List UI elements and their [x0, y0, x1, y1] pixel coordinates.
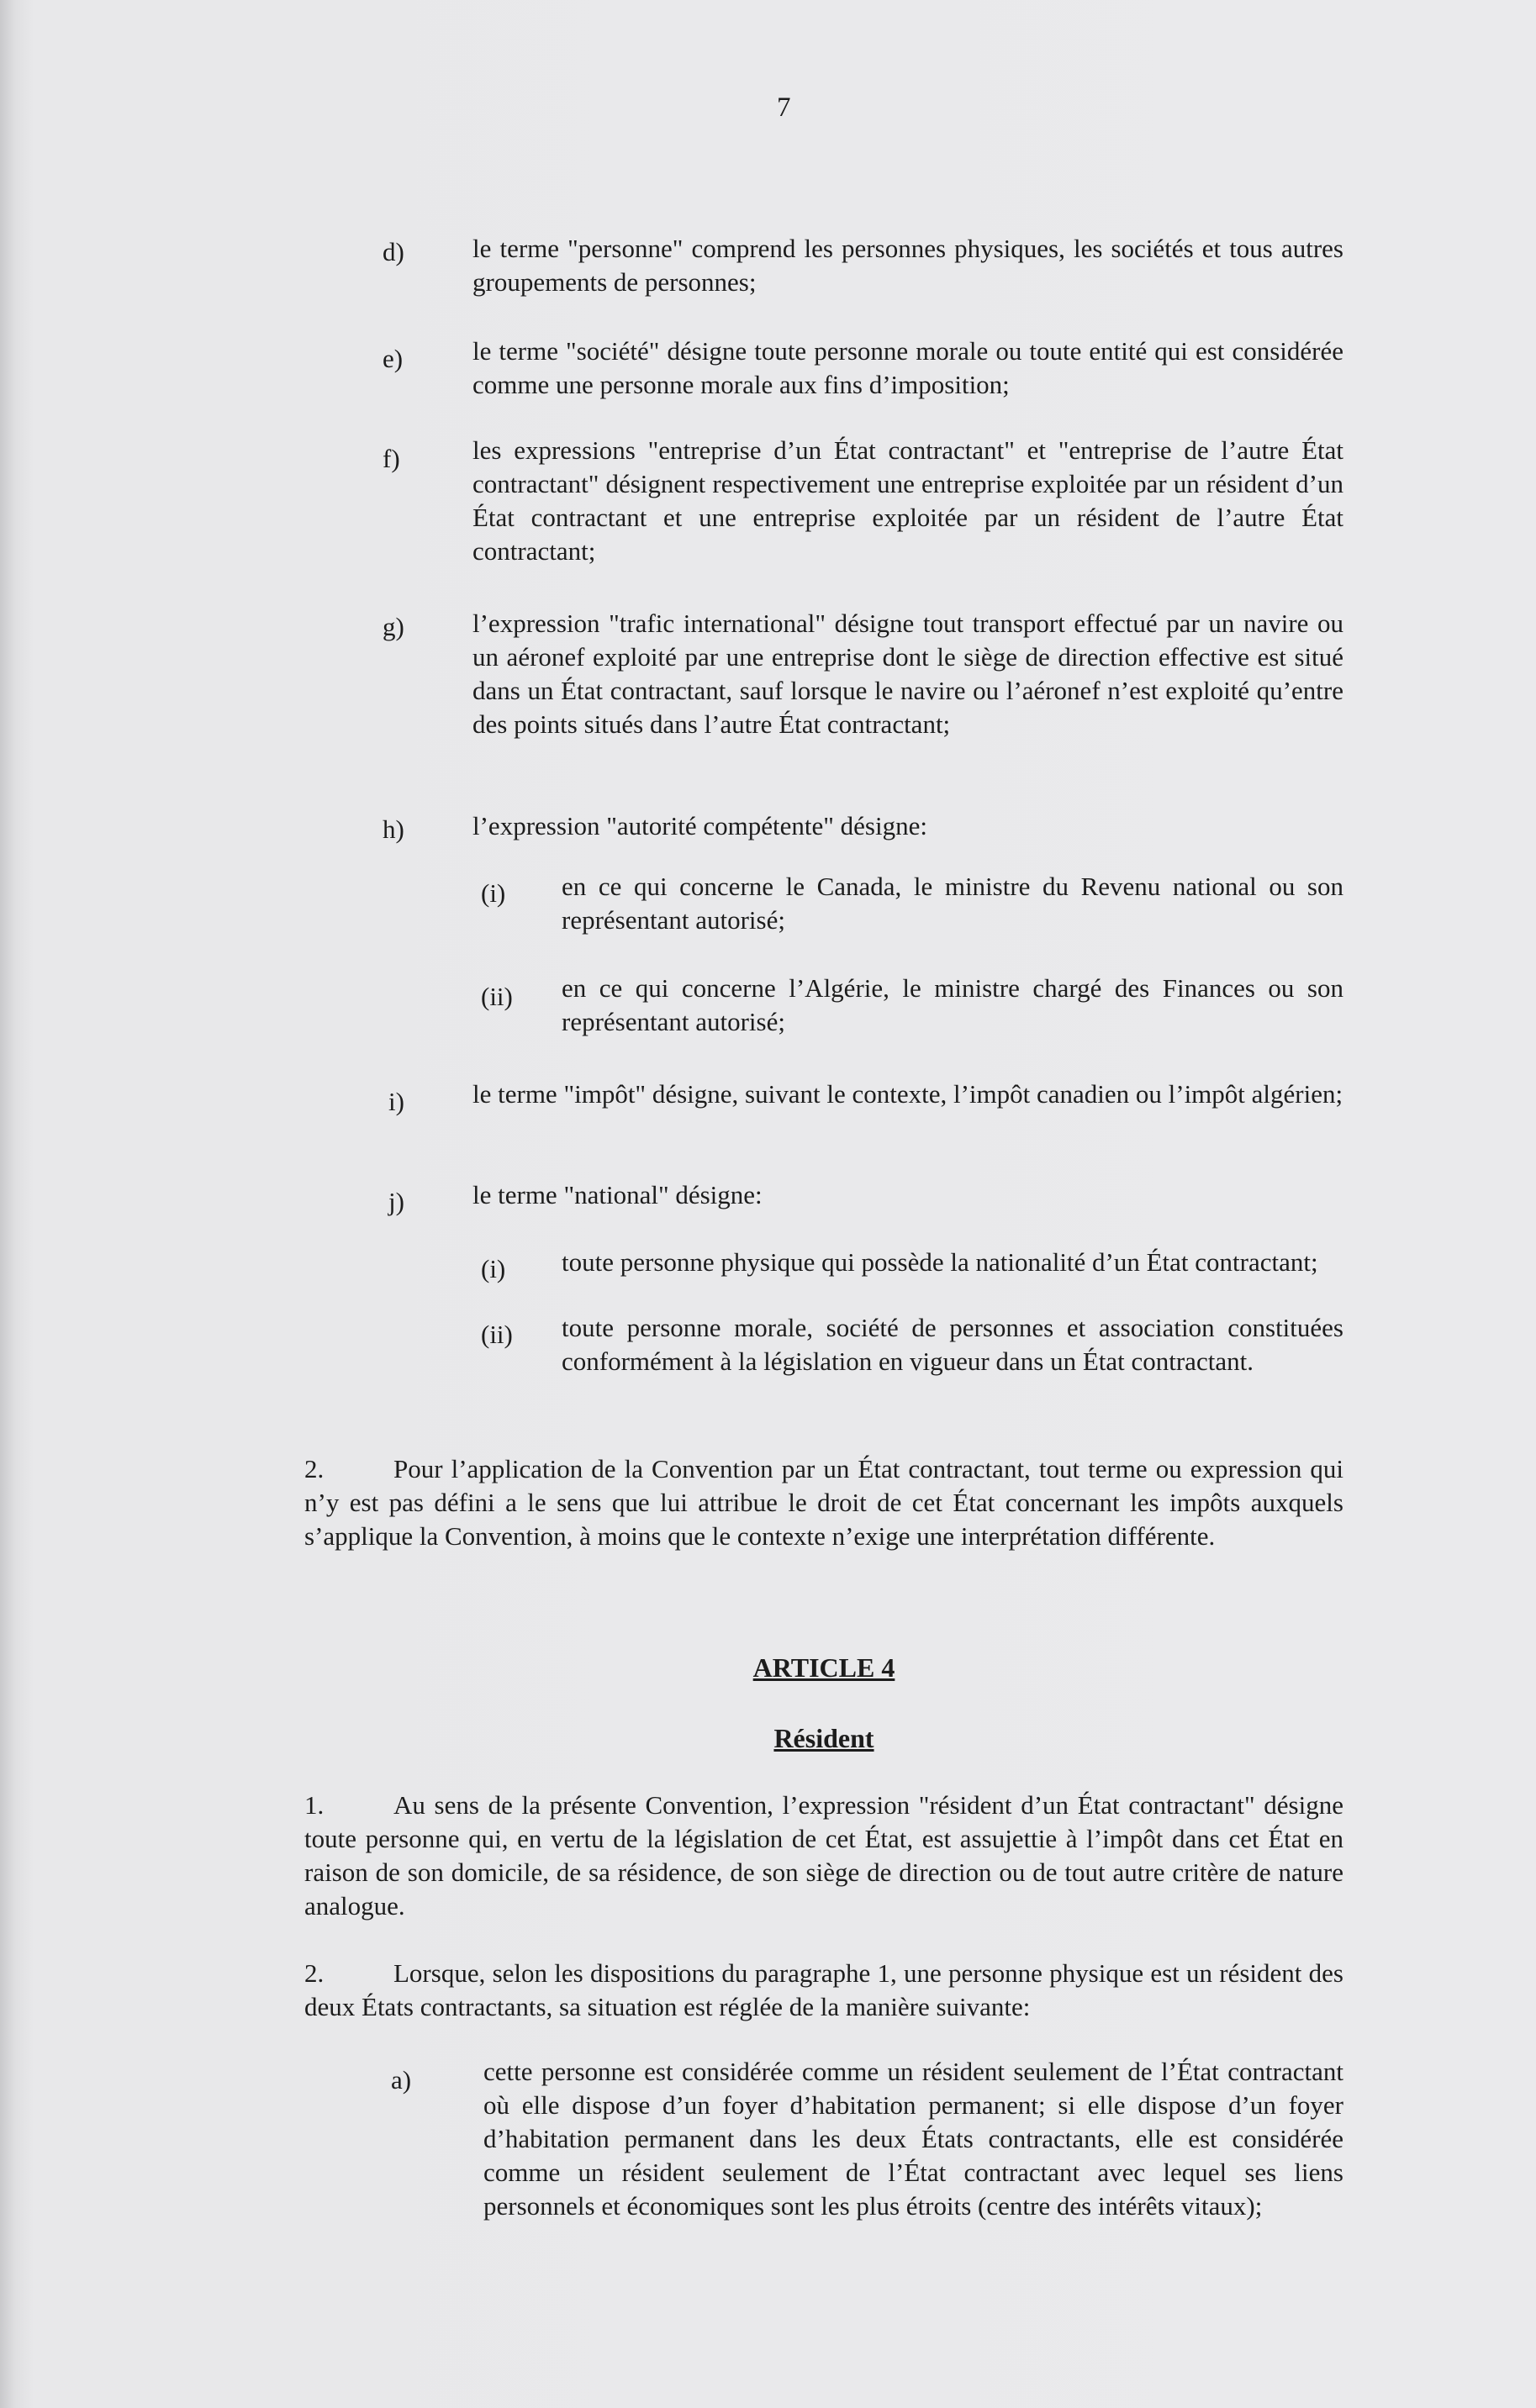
- item-label-e: e): [383, 344, 404, 373]
- item-text-e: le terme "société" désigne toute personne morale ou toute entité qui est considérée comme une personne morale aux fins d’imposition;: [472, 336, 1343, 399]
- paragraph-2-number: 2.: [304, 1454, 325, 1483]
- sub-item-label-j-ii: (ii): [481, 1320, 513, 1349]
- item-label-d: d): [383, 237, 404, 266]
- article4-item-text-a: cette personne est considérée comme un résident seulement de l’État contractant où elle dispose d’un foyer d’habitation permanent; si elle dispose d’un foyer d’habitation permanent dans les deux États contractants, elle est considérée comme un résident seulement de l’État contractant avec lequel ses liens personnels et économiques sont les plus étroits (centre des intérêts vitaux);: [483, 2057, 1343, 2221]
- sub-item-label-h-ii: (ii): [481, 982, 513, 1011]
- page-number: 7: [777, 92, 791, 123]
- sub-item-text-j-ii: toute personne morale, société de personnes et association constituées conformément à la législation en vigueur dans un État contractant.: [562, 1313, 1343, 1376]
- item-text-h: l’expression "autorité compétente" désigne:: [472, 811, 927, 840]
- article4-paragraph-2: [304, 1957, 1343, 2024]
- sub-item-text-j-i: toute personne physique qui possède la nationalité d’un État contractant;: [562, 1247, 1318, 1277]
- item-label-j: j): [388, 1187, 404, 1216]
- article-subtitle: Résident: [773, 1723, 874, 1753]
- item-label-i: i): [388, 1087, 404, 1116]
- article-title: ARTICLE 4: [752, 1652, 895, 1683]
- paragraph-2: [304, 1452, 1343, 1553]
- item-label-h: h): [383, 814, 404, 844]
- item-label-f: f): [383, 444, 400, 473]
- article4-paragraph-1: [304, 1789, 1343, 1923]
- item-text-j: le terme "national" désigne:: [472, 1180, 763, 1209]
- article4-paragraph-1-number: 1.: [304, 1790, 325, 1820]
- paragraph-2-text: Pour l’application de la Convention par un État contractant, tout terme ou expression qui n’y est pas défini a le sens que lui attribue le droit de cet État concernant les impôts auxquels s’applique la Convention, à moins que le contexte n’exige une interprétation différente.: [304, 1454, 1343, 1551]
- sub-item-label-h-i: (i): [481, 878, 506, 908]
- sub-item-text-h-i: en ce qui concerne le Canada, le ministre du Revenu national ou son représentant autorisé;: [562, 872, 1343, 935]
- article4-paragraph-2-text: Lorsque, selon les dispositions du paragraphe 1, une personne physique est un résident des deux États contractants, sa situation est réglée de la manière suivante:: [304, 1958, 1343, 2021]
- sub-item-label-j-i: (i): [481, 1254, 506, 1283]
- item-text-d: le terme "personne" comprend les personnes physiques, les sociétés et tous autres groupements de personnes;: [472, 234, 1343, 297]
- article4-paragraph-1-text: Au sens de la présente Convention, l’expression "résident d’un État contractant" désigne toute personne qui, en vertu de la législation de cet État, est assujettie à l’impôt dans cet État en raison de son domicile, de sa résidence, de son siège de direction ou de tout autre critère de nature analogue.: [304, 1790, 1343, 1921]
- item-text-g: l’expression "trafic international" désigne tout transport effectué par un navire ou un aéronef exploité par une entreprise dont le siège de direction effective est situé dans un État contractant, sauf lorsque le navire ou l’aéronef n’est exploité qu’entre des points situés dans l’autre État contractant;: [472, 609, 1343, 739]
- item-text-i: le terme "impôt" désigne, suivant le contexte, l’impôt canadien ou l’impôt algérien;: [472, 1079, 1343, 1109]
- sub-item-text-h-ii: en ce qui concerne l’Algérie, le ministre chargé des Finances ou son représentant autorisé;: [562, 973, 1343, 1036]
- item-label-g: g): [383, 612, 404, 641]
- article4-item-label-a: a): [391, 2065, 412, 2094]
- item-text-f: les expressions "entreprise d’un État contractant" et "entreprise de l’autre État contractant" désignent respectivement une entreprise exploitée par un résident d’un État contractant et une entreprise exploitée par un résident de l’autre État contractant;: [472, 435, 1343, 566]
- article4-paragraph-2-number: 2.: [304, 1958, 325, 1988]
